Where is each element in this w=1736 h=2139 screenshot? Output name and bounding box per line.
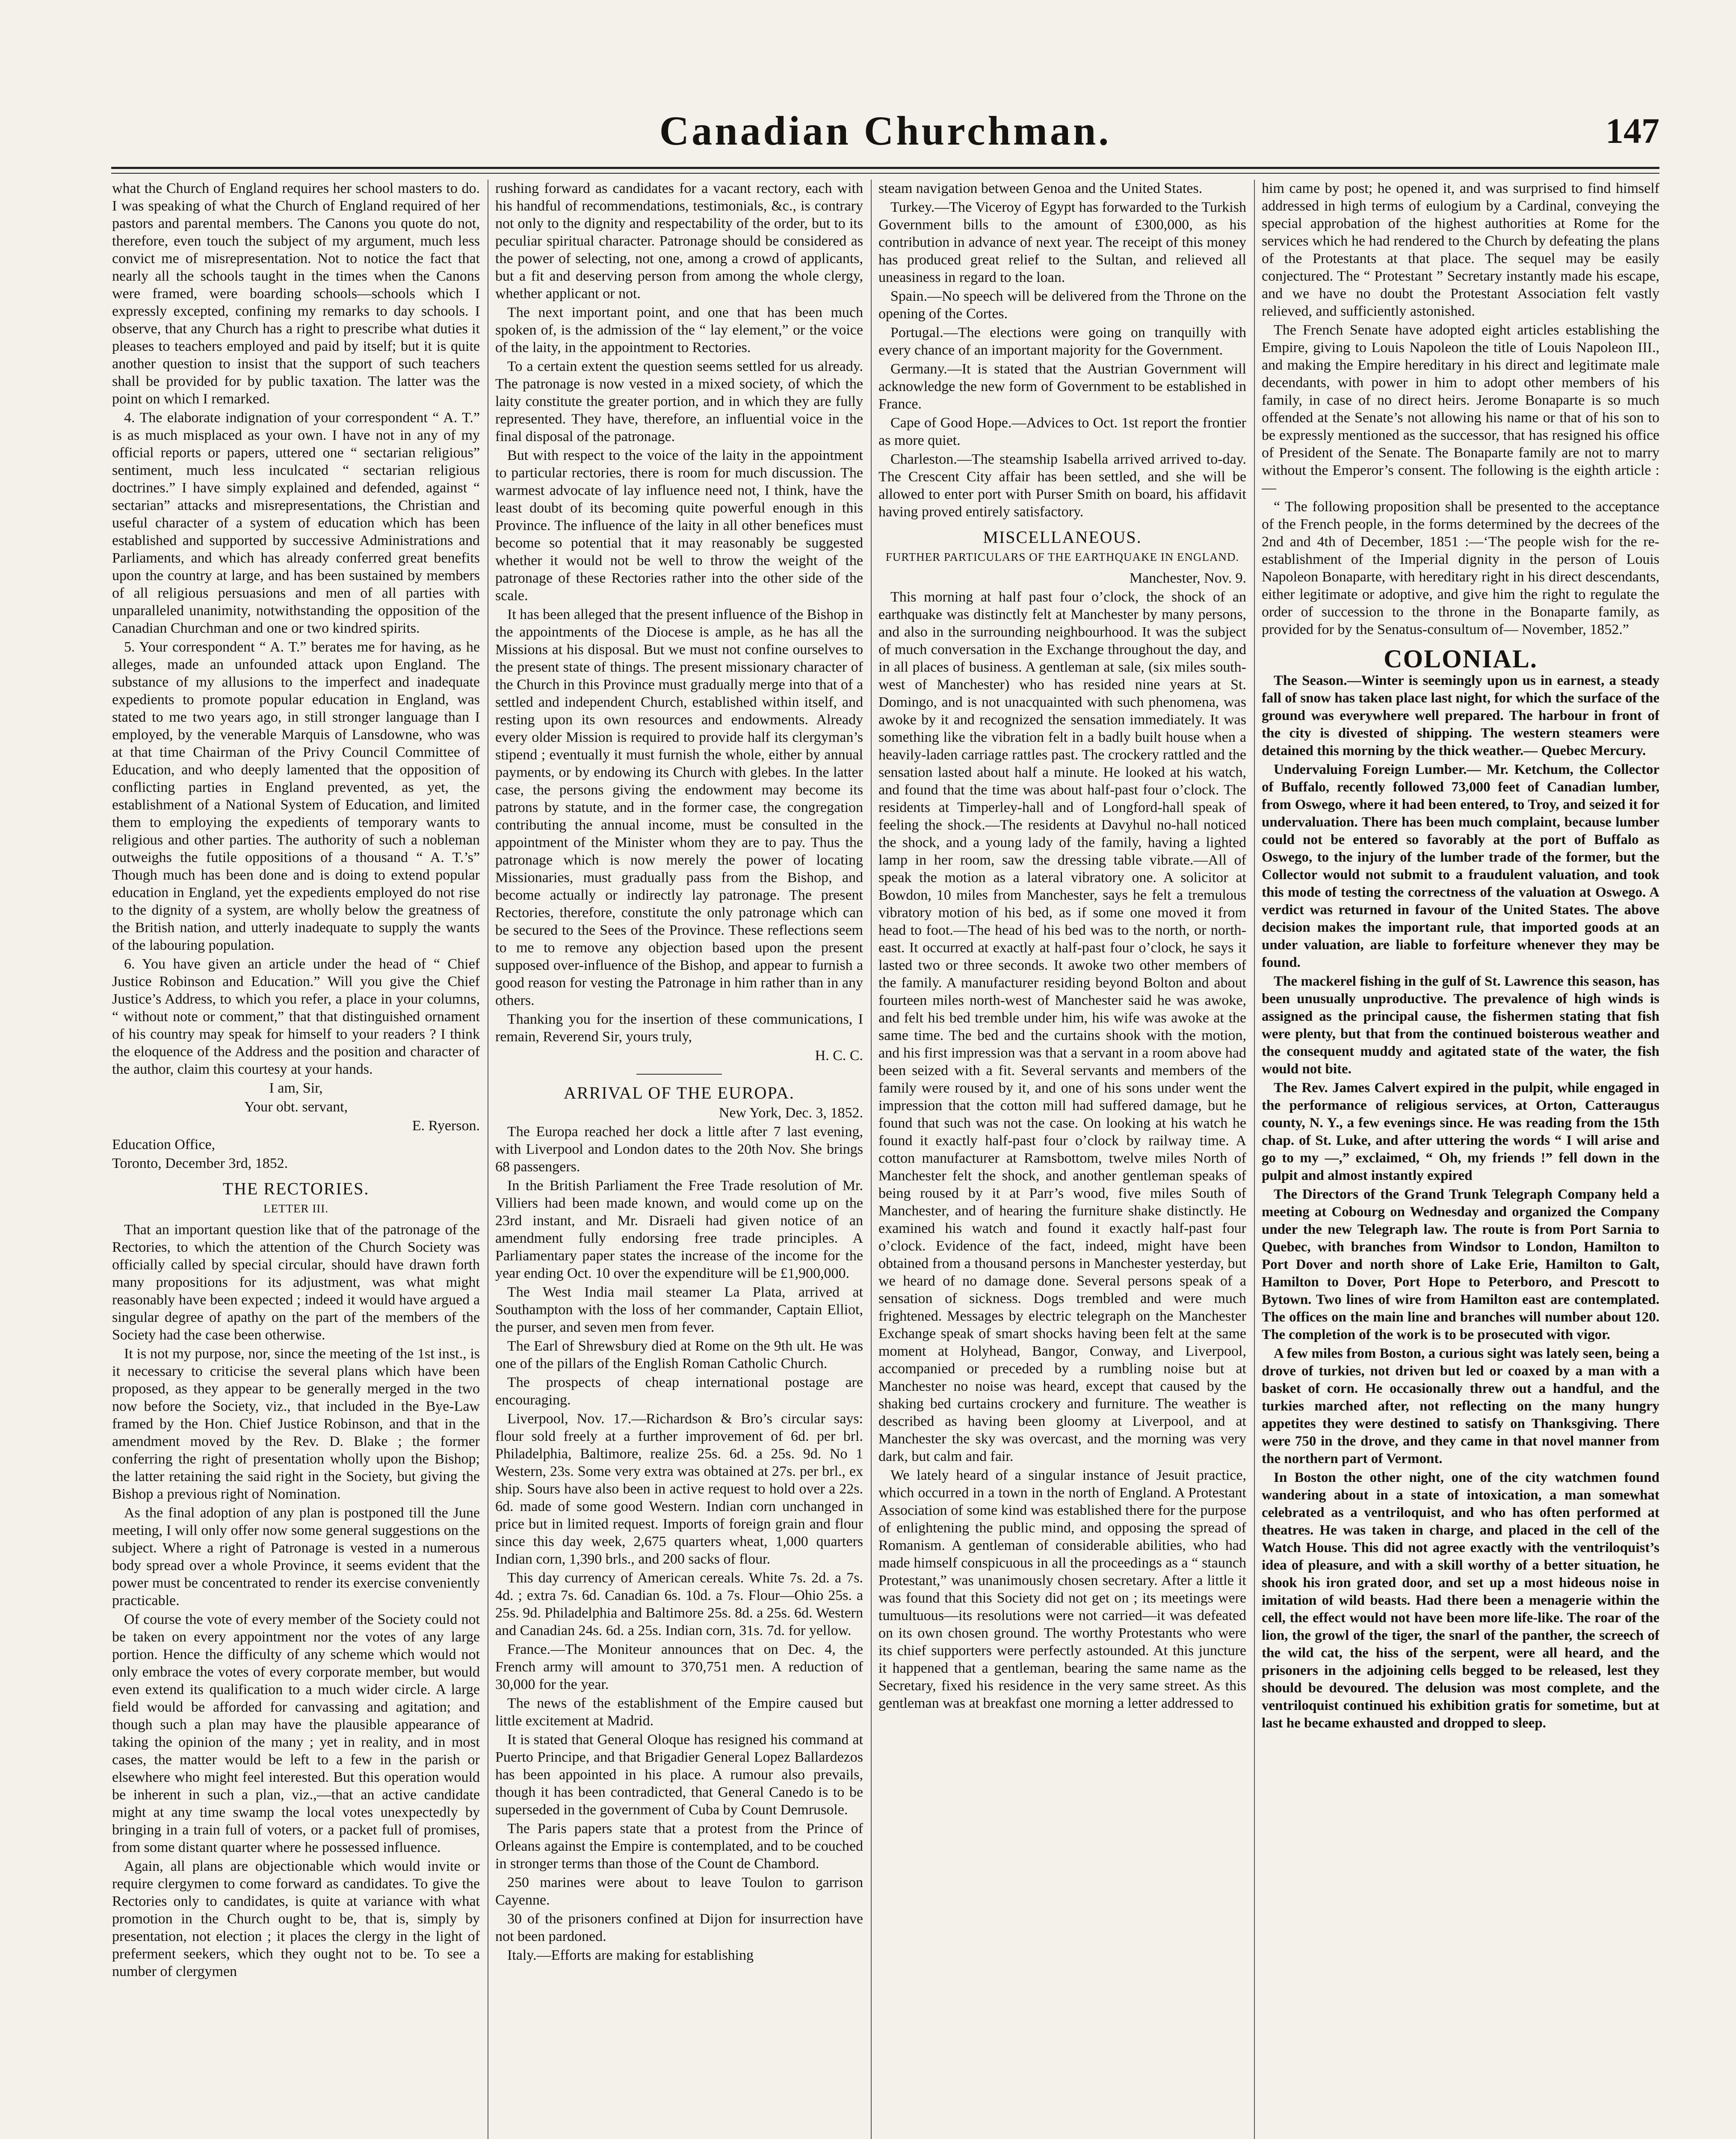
- col2-paragraph: But with respect to the voice of the laity in the appointment to particular rectories, there is room for much discussion. The warmest advocate of lay influence need not, I think, have the least doubt of its becoming quite powerful enough in this Province. The influence of the laity in all other benefices must become so potential that it may reasonably be suggested whether it would not be well to throw the weight of the patronage of these Rectories rather into the other side of the scale.: [495, 447, 863, 604]
- earthquake-subheading: FURTHER PARTICULARS OF THE EARTHQUAKE IN ENGLAND.: [885, 551, 1239, 563]
- section-divider: [636, 1074, 722, 1075]
- masthead-title: Canadian Churchman.: [659, 108, 1112, 154]
- col4-paragraph: him came by post; he opened it, and was surprised to find himself addressed in high terms of eulogium by a Cardinal, conveying the special approbation of the highest authorities at Rome for the services which he had rendered to the Church by defeating the plans of the Protestants at that place. The sequel may be easily conjectured. The “ Protestant ” Secretary instantly made his escape, and we have no doubt the Protestant Association felt vastly relieved, and sufficiently astonished.: [1262, 181, 1659, 319]
- col1-paragraph: 5. Your correspondent “ A. T.” berates me for having, as he alleges, made an unfounded attack upon England. The substance of my allusions to the imperfect and inadequate expedients to promote popular education in England, was stated to me two years ago, in still stronger language than I employed, by the venerable Marquis of Lansdowne, who was at that time Chairman of the Privy Council Committee of Education, and who deeply lamented that the opposition of conflicting parties in England prevented, as yet, the establishment of a National System of Education, and limited them to employing the expedients of temporary wants to religious and other parties. The authority of such a nobleman outweighs the futile oppositions of a thousand “ A. T.’s” Though much has been done and is doing to extend popular education in England, yet the expedients employed do not rise to the dignity of a system, are wholly below the greatness of the British nation, and utterly inadequate to supply the wants of the labouring population.: [112, 639, 480, 953]
- col1-paragraph: 4. The elaborate indignation of your correspondent “ A. T.” is as much misplaced as your own. I have not in any of my official reports or papers, uttered one “ sectarian religious” sentiment, much less inculcated “ sectarian religious doctrines.” I have simply explained and defended, against “ sectarian” attacks and misrepresentations, the Christian and useful character of a system of education which has been established and supported by successive Administrations and Parliaments, and which has already conferred great benefits upon the country at large, and has been sustained by members of all religious persuasions and men of all parties with unparalleled unanimity, notwithstanding the opposition of the Canadian Churchman and one or two kindred spirits.: [112, 410, 480, 636]
- colonial-heading: COLONIAL.: [1384, 645, 1538, 673]
- rectories-paragraph: It is not my purpose, nor, since the meeting of the 1st inst., is it necessary to criticise the several plans which have been proposed, as they appear to be generally merged in the two now before the Society, viz., that included in the Bye-Law framed by the Hon. Chief Justice Robinson, and that in the amendment moved by the Rev. D. Blake ; the former conferring the right of presentation wholly upon the Bishop; the latter retaining the said right in the Society, but giving the Bishop a previous right of Nomination.: [112, 1346, 480, 1502]
- rectories-paragraph: As the final adoption of any plan is postponed till the June meeting, I will only offer now some general suggestions on the subject. Where a right of Patronage is vested in a numerous body spread over a whole Province, it seems evident that the power must be concentrated to render its exercise conveniently practicable.: [112, 1505, 480, 1609]
- colonial-paragraph: The Rev. James Calvert expired in the pulpit, while engaged in the performance of religious services, at Orton, Catteraugus county, N. Y., a few evenings since. He was reading from the 15th chap. of St. Luke, and after uttering the words “ I will arise and go to my —,” exclaimed, “ Oh, my friends !” fell down in the pulpit and almost instantly expired: [1262, 1080, 1659, 1183]
- rectories-paragraph: Again, all plans are objectionable which would invite or require clergymen to come forward as candidates. To give the Rectories only to candidates, is quite at variance with what promotion in the Church ought to be, that is, simply by presentation, not election ; it places the clergy in the light of preferment seekers, which they ought not to be. To see a number of clergymen: [112, 1858, 480, 1979]
- europa-paragraph: In the British Parliament the Free Trade resolution of Mr. Villiers had been made known, and would come up on the 23rd instant, and Mr. Disraeli had given notice of an amendment fully endorsing free trade principles. A Parliamentary paper states the increase of the income for the year ending Oct. 10 over the expenditure will be £1,900,000.: [495, 1178, 863, 1281]
- colonial-paragraph: In Boston the other night, one of the city watchmen found wandering about in a state of intoxication, a man somewhat celebrated as a ventriloquist, and who has often performed at theatres. He was taken in charge, and placed in the cell of the Watch House. This did not agree exactly with the ventriloquist’s idea of pleasure, and with a skill worthy of a better situation, he shook his iron grated door, and set up a most hideous noise in imitation of wild beasts. Had there been a menagerie within the cell, the effect would not have been more life-like. The roar of the lion, the growl of the tiger, the snarl of the panther, the screech of the wild cat, the hiss of the serpent, were all heard, and the prisoners in the adjoining cells begged to be released, lest they should be devoured. The delusion was most complete, and the ventriloquist continued his exhibition gratis for sometime, but at last he became exhausted and dropped to sleep.: [1262, 1470, 1659, 1731]
- masthead-rule: [111, 167, 1659, 169]
- column-1: [112, 180, 480, 2139]
- europa-paragraph: Liverpool, Nov. 17.—Richardson & Bro’s circular says: flour sold freely at a further improvement of 6d. per brl. Philadelphia, Baltimore, realize 25s. 6d. a 25s. 9d. No 1 Western, 23s. Some very extra was obtained at 27s. per brl., ex ship. Sours have also been in active request to hold over a 22s. 6d. made of some good Western. Indian corn unchanged in price but in limited request. Imports of foreign grain and flour since this day week, 2,675 quarters wheat, 1,000 quarters Indian corn, 1,390 brls., and 200 sacks of flour.: [495, 1411, 863, 1567]
- europa-paragraph: 30 of the prisoners confined at Dijon for insurrection have not been pardoned.: [495, 1911, 863, 1944]
- miscellaneous-heading: MISCELLANEOUS.: [983, 527, 1142, 547]
- col2-paragraph: To a certain extent the question seems settled for us already. The patronage is now vested in a mixed society, of which the laity constitute the greater portion, and in which they are fully represented. They have, therefore, an influential voice in the final disposal of the patronage.: [495, 358, 863, 444]
- column-4: [1262, 180, 1659, 2139]
- europa-paragraph: The Paris papers state that a protest from the Prince of Orleans against the Empire is contemplated, and to be couched in stronger terms than those of the Count de Chambord.: [495, 1821, 863, 1872]
- column-divider: [871, 180, 872, 2139]
- colonial-paragraph: The mackerel fishing in the gulf of St. Lawrence this season, has been unusually unproductive. The prevalence of high winds is assigned as the principal cause, the fishermen stating that fish were plenty, but that from the continued boisterous weather and the consequent muddy and agitated state of the water, the fish would not bite.: [1262, 974, 1659, 1077]
- signoff-servant: Your obt. servant,: [244, 1099, 348, 1115]
- europa-paragraph: Italy.—Efforts are making for establishing: [507, 1947, 754, 1963]
- col3-paragraph: Cape of Good Hope.—Advices to Oct. 1st report the frontier as more quiet.: [878, 415, 1246, 448]
- col4-paragraph: The French Senate have adopted eight articles establishing the Empire, giving to Louis Napoleon the title of Louis Napoleon III., and making the Empire hereditary in his direct and legitimate male decendants, with power in him to adopt other members of his family, in case of no direct heirs. Jerome Bonaparte is so much offended at the Senate’s not allowing his name or that of his son to be expressly mentioned as the successor, that has resigned his office of President of the Senate. The Bonaparte family are not to marry without the Emperor’s consent. The following is the eighth article :—: [1262, 322, 1659, 496]
- europa-paragraph: The prospects of cheap international postage are encouraging.: [495, 1375, 863, 1408]
- col3-paragraph: Charleston.—The steamship Isabella arrived arrived to-day. The Crescent City affair has been settled, and she will be allowed to enter port with Purser Smith on board, his affidavit having proved entirely satisfactory.: [878, 451, 1246, 520]
- manchester-dateline: Manchester, Nov. 9.: [1129, 570, 1246, 586]
- signoff: I am, Sir,: [269, 1080, 323, 1096]
- col2-paragraph: The next important point, and one that has been much spoken of, is the admission of the “ lay element,” or the voice of the laity, in the appointment to Rectories.: [495, 305, 863, 356]
- colonial-paragraph: Undervaluing Foreign Lumber.— Mr. Ketchum, the Collector of Buffalo, recently followed 73,000 feet of Canadian lumber, from Oswego, where it had been entered, to Troy, and seized it for undervaluation. There has been much complaint, because lumber could not be entered so favorably at the port of Buffalo as Oswego, to the injury of the lumber trade of the former, but the Collector would not submit to a fraudulent valuation, and took this mode of testing the correctness of the valuation at Oswego. A verdict was returned in favour of the United States. The above decision makes the important rule, that imported goods at an under valuation, are liable to forfeiture whenever they may be found.: [1262, 762, 1659, 970]
- col3-paragraph: Germany.—It is stated that the Austrian Government will acknowledge the new form of Government to be established in France.: [878, 361, 1246, 412]
- column-2: [495, 180, 863, 2139]
- signature-ryerson: E. Ryerson.: [412, 1118, 480, 1134]
- col1-paragraph: what the Church of England requires her school masters to do. I was speaking of what the Church of England required of her pastors and parental members. The Canons you quote do not, therefore, even touch the subject of my argument, much less convict me of misrepresentation. Not to notice the fact that nearly all the schools taught in the times when the Canons were framed, were boarding schools—schools which I expressly excepted, confining my remarks to day schools. I observe, that any Church has a right to prescribe what duties it pleases to teachers employed and paid by itself; but it is quite another question to insist that the support of such teachers shall be provided for by public taxation. The latter was the point on which I remarked.: [112, 181, 480, 407]
- masthead: [111, 107, 1659, 158]
- europa-heading: ARRIVAL OF THE EUROPA.: [564, 1083, 795, 1102]
- europa-paragraph: This day currency of American cereals. White 7s. 2d. a 7s. 4d. ; extra 7s. 6d. Canadian 6s. 10d. a 7s. Flour—Ohio 25s. a 25s. 9d. Philadelphia and Baltimore 25s. 8d. a 25s. 6d. Western and Canadian 24s. 6d. a 25s. Indian corn, 31s. 7d. for yellow.: [495, 1570, 863, 1638]
- page-number: 147: [1606, 111, 1659, 151]
- colonial-paragraph: The Directors of the Grand Trunk Telegraph Company held a meeting at Cobourg on Wednesday and organized the Company under the new Telegraph law. The route is from Port Sarnia to Quebec, with branches from Windsor to London, Hamilton to Port Dover and north shore of Lake Erie, Hamilton to Galt, Hamilton to Dover, Port Hope to Peterboro, and Prescott to Bytown. Two lines of wire from Hamilton east are contemplated. The offices on the main line and branches will number about 120. The completion of the work is to be prosecuted with vigor.: [1262, 1187, 1659, 1342]
- col3-paragraph: Spain.—No speech will be delivered from the Throne on the opening of the Cortes.: [878, 288, 1246, 322]
- europa-paragraph: The Earl of Shrewsbury died at Rome on the 9th ult. He was one of the pillars of the English Roman Catholic Church.: [495, 1338, 863, 1372]
- colonial-paragraph: A few miles from Boston, a curious sight was lately seen, being a drove of turkies, not driven but led or coaxed by a man with a basket of corn. He occasionally threw out a handful, and the turkies marched after, not reflecting on the many hungry appetites they were destined to satisfy on Thanksgiving. There were 750 in the drove, and they came in that novel manner from the northern part of Vermont.: [1262, 1346, 1659, 1466]
- col3-paragraph: Turkey.—The Viceroy of Egypt has forwarded to the Turkish Government bills to the amount of £300,000, as his contribution in advance of next year. The receipt of this money has produced great relief to the Sultan, and relieved all uneasiness in regard to the loan.: [878, 199, 1246, 285]
- rectories-subheading: LETTER III.: [263, 1202, 328, 1215]
- europa-paragraph: The Europa reached her dock a little after 7 last evening, with Liverpool and London dates to the 20th Nov. She brings 68 passengers.: [495, 1124, 863, 1175]
- education-office: Education Office,: [112, 1137, 216, 1152]
- col4-quote: “ The following proposition shall be presented to the acceptance of the French people, in the forms determined by the decrees of the 2nd and 4th of December, 1851 :—‘The people wish for the re-establishment of the Imperial dignity in the person of Louis Napoleon Bonaparte, with hereditary right in his direct descendants, either legitimate or adoptive, and give him the right to regulate the order of succession to the throne in the Bonaparte family, as provided for by the Senatus-consultum of— November, 1852.”: [1262, 499, 1659, 637]
- rectories-paragraph: That an important question like that of the patronage of the Rectories, to which the attention of the Church Society was officially called by special circular, should have drawn forth many propositions for its adjustment, was what might reasonably have been expected ; indeed it would have argued a singular degree of apathy on the part of the members of the Society had the case been otherwise.: [112, 1222, 480, 1343]
- col1-body: [112, 180, 480, 1078]
- colonial-paragraph: The Season.—Winter is seemingly upon us in earnest, a steady fall of snow has taken place last night, for which the surface of the ground was everywhere well prepared. The harbour in front of the city is divested of shipping. The western steamers were detained this morning by the thick weather.— Quebec Mercury.: [1262, 673, 1659, 758]
- column-3: [878, 180, 1246, 2139]
- europa-paragraph: 250 marines were about to leave Toulon to garrison Cayenne.: [495, 1875, 863, 1908]
- column-divider: [1254, 180, 1255, 2139]
- europa-paragraph: The news of the establishment of the Empire caused but little excitement at Madrid.: [495, 1695, 863, 1729]
- misc-paragraph: We lately heard of a singular instance of Jesuit practice, which occurred in a town in the north of England. A Protestant Association of some kind was established there for the purpose of enlightening the public mind, and opposing the spread of Romanism. A gentleman of considerable abilities, who had made himself conspicuous in all the proceedings as a “ staunch Protestant,” was unanimously chosen secretary. After a little it was found that this Society did not get on ; its meetings were tumultuous—its resolutions were not carried—it was defeated on its own chosen ground. The worthy Protestants who were its chief supporters were perfectly astounded. At this juncture it happened that a gentleman, bearing the same name as the Secretary, fixed his residence in the very same street. As this gentleman was at breakfast one morning a letter addressed to: [878, 1467, 1246, 1711]
- col3-paragraph: steam navigation between Genoa and the United States.: [878, 181, 1203, 196]
- col2-paragraph: Thanking you for the insertion of these communications, I remain, Reverend Sir, yours truly,: [495, 1011, 863, 1045]
- education-office-date: Toronto, December 3rd, 1852.: [112, 1155, 288, 1171]
- signature-hcc: H. C. C.: [815, 1048, 863, 1064]
- europa-dateline: New York, Dec. 3, 1852.: [719, 1105, 863, 1121]
- col2-paragraph: rushing forward as candidates for a vacant rectory, each with his handful of recommendations, testimonials, &c., is contrary not only to the dignity and respectability of the order, but to its peculiar spiritual character. Patronage should be considered as the power of selecting, not one, among a crowd of applicants, but a fit and deserving person from among the whole clergy, whether applicant or not.: [495, 181, 863, 302]
- col3-paragraph: Portugal.—The elections were going on tranquilly with every chance of an important majority for the Government.: [878, 325, 1246, 358]
- europa-paragraph: France.—The Moniteur announces that on Dec. 4, the French army will amount to 370,751 men. A reduction of 30,000 for the year.: [495, 1641, 863, 1692]
- rectories-heading: THE RECTORIES.: [222, 1179, 370, 1198]
- col1-paragraph: 6. You have given an article under the head of “ Chief Justice Robinson and Education.” Will you give the Chief Justice’s Address, to which you refer, a place in your columns, “ without note or comment,” that that distinguished ornament of his country may speak for himself to your readers ? I think the eloquence of the Address and the position and character of the author, claim this courtesy at your hands.: [112, 956, 480, 1077]
- rectories-paragraph: Of course the vote of every member of the Society could not be taken on every appointment nor the votes of any large portion. Hence the difficulty of any scheme which would not only embrace the votes of every corporate member, but would even extend its qualification to a much wider circle. A large field would be afforded for canvassing and agitation; and though such a plan may have the plausible appearance of taking the opinion of the many ; yet in reality, and in most cases, the matter would be left to a few in the parish or elsewhere who might feel interested. But this operation would be inherent in such a plan, viz.,—that an active candidate might at any time swamp the local votes unexpectedly by bringing in a train full of voters, or a packet full of promises, from some distant quarter where he possessed influence.: [112, 1612, 480, 1855]
- masthead-rule-thin: [111, 173, 1659, 174]
- europa-paragraph: The West India mail steamer La Plata, arrived at Southampton with the loss of her commander, Captain Elliot, the purser, and seven men from fever.: [495, 1284, 863, 1335]
- europa-paragraph: It is stated that General Oloque has resigned his command at Puerto Principe, and that Brigadier General Lopez Ballardezos has been appointed in his place. A rumour also prevails, though it has been contradicted, that General Canedo is to be superseded in the government of Cuba by Count Demrusole.: [495, 1732, 863, 1818]
- colonial-section: [1262, 672, 1659, 1732]
- col2-paragraph: It has been alleged that the present influence of the Bishop in the appointments of the Diocese is ample, as he has all the Missions at his disposal. But we must not confine ourselves to the present state of things. The present missionary character of the Church in this Province must gradually merge into that of a settled and independent Church, established within itself, and resting upon its own resources and endowments. Already every older Mission is required to provide half its clergyman’s stipend ; eventually it must furnish the whole, either by annual payments, or by endowing its Church with glebes. In the latter case, the persons giving the endowment may become its patrons by statute, and in the former case, the congregation contributing the annual income, must be consulted in the appointment of the Minister whom they are to pay. Thus the patronage which is now merely the power of locating Missionaries, must gradually pass from the Bishop, and become actually or indirectly lay patronage. The present Rectories, therefore, constitute the only patronage which can be secured to the Sees of the Province. These reflections seem to me to remove any objection based upon the present supposed over-influence of the Bishop, and appear to furnish a good reason for vesting the Patronage in him rather than in any others.: [495, 607, 863, 1008]
- misc-paragraph: This morning at half past four o’clock, the shock of an earthquake was distinctly felt at Manchester by many persons, and also in the surrounding neighbourhood. It was the subject of much conversation in the Exchange throughout the day, and in all places of business. A gentleman at sale, (six miles south-west of Manchester) who has resided nine years at St. Domingo, and is not unacquainted with such phenomena, was awoke by it and recognized the sensation immediately. It was something like the vibration felt in a badly built house when a heavily-laden carriage rattles past. The crockery rattled and the sensation lasted about half a minute. He looked at his watch, and found that the time was about half-past four o’clock. The residents at Timperley-hall and of Longford-hall speak of feeling the shock.—The residents at Davyhul no-hall noticed the shock, and a young lady of the family, having a lighted lamp in her room, saw the dressing table vibrate.—All of speak the motion as a lateral vibratory one. A solicitor at Bowdon, 10 miles from Manchester, says he felt a tremulous vibratory motion of his bed, as if some one moved it from head to foot.—The head of his bed was to the north, or north-east. It occurred at exactly at half-past four o’clock, he says it lasted two or three seconds. It awoke two other members of the family. A manufacturer residing beyond Bolton and about fourteen miles north-west of Manchester said he was awoke, and felt his bed tremble under him, his wife was awoke at the same time. The bed and the curtains shook with the motion, and his first impression was that a servant in a room above had been seized with a fit. Several servants and members of the family were roused by it, and one of his sons under went the impression that the cotton mill had suffered damage, but he found that such was not the case. On looking at his watch he found it exactly half-past four o’clock by railway time. A cotton manufacturer at Ramsbottom, twelve miles North of Manchester felt the shock, and another gentleman speaks of being roused by it at Parr’s wood, five miles South of Manchester, and of hearing the furniture shake distinctly. He examined his watch and found it exactly half-past four o’clock. Evidence of the fact, indeed, might have been obtained from a thousand persons in Manchester yesterday, but we heard of no damage done. Several persons speak of a sensation of sickness. Dogs trembled and were much frightened. Messages by electric telegraph on the Manchester Exchange speak of smart shocks having been felt at the same moment at Holyhead, Bangor, Conway, and Liverpool, accompanied or preceded by a rumbling noise but at Manchester no noise was heard, except that caused by the shaking bed curtains crockery and furniture. The weather is described as having been gloomy at Liverpool, and at Manchester the sky was overcast, and the morning was very dark, but calm and fair.: [878, 589, 1246, 1464]
